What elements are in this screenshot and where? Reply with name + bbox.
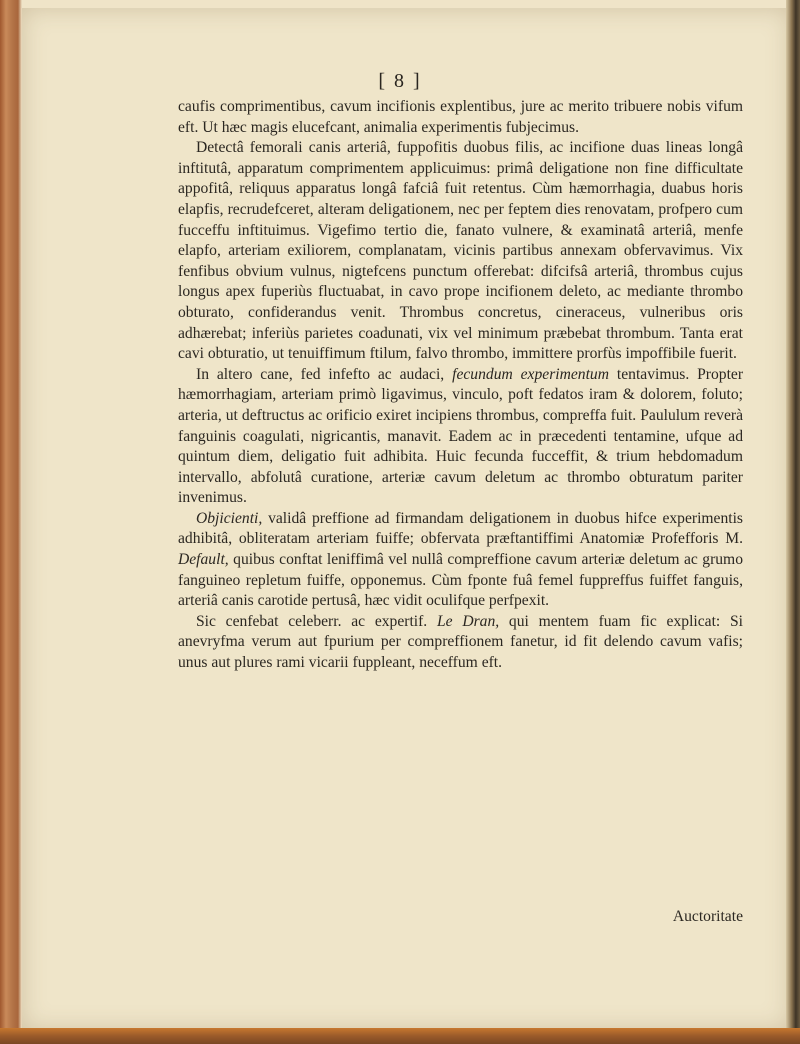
paragraph-4-mid: validâ preffione ad firmandam deligationem in duobus hifce experimentis adhibitâ, obliteratam arteriam fuiffe; obfervata præftantiffimi Anatomiæ Profefforis M.	[178, 509, 743, 548]
italic-objicienti: Objicienti,	[196, 509, 263, 527]
paragraph-3	[178, 365, 743, 509]
paragraph-4	[178, 509, 743, 612]
paragraph-1: caufis comprimentibus, cavum incifionis explentibus, jure ac merito tribuere nobis vifum eft. Ut hæc magis elucefcant, animalia experimentis fubjecimus.	[178, 98, 743, 136]
italic-le-dran: Le Dran,	[436, 612, 500, 630]
paragraph-4-rest: quibus conftat leniffimâ vel nullâ compreffione cavum arteriæ deletum ac grumo fanguineo repletum fuiffe, opponemus. Cùm fponte fuâ femel fuppreffus fuiffet fanguis, arteriâ canis carotide pertusâ, hæc vidit oculifque perfpexit.	[178, 551, 743, 610]
paragraph-3-lead: In altero cane, fed infefto ac audaci,	[196, 365, 445, 383]
paragraph-5	[178, 612, 743, 674]
paragraph-5-lead: Sic cenfebat celeberr. ac expertif.	[196, 612, 428, 630]
paragraph-3-rest: tentavimus. Propter hæmorrhagiam, arteriam primò ligavimus, vinculo, poft fedatos iram & dolorem, foluto; arteria, ut deftructus ac orificio exiret incipiens thrombus, compreffa fuit. Paululum reverà fanguinis coagulati, nigricantis, manavit. Eadem ac in præcedenti tentamine, ufque ad quintum diem, deligatio fuit adhibita. Huic fecunda fucceffit, & trium hebdomadum intervallo, abfolutâ curatione, arteriæ cavum deletum ac thrombo obturatum pariter invenimus.	[178, 365, 744, 507]
italic-desault: Default,	[178, 551, 229, 569]
catchword: Auctoritate	[672, 908, 743, 925]
book-bottom-edge	[0, 1028, 800, 1044]
paragraph-2: Detectâ femorali canis arteriâ, fuppofitis duobus filis, ac incifione duas lineas longâ inftitutâ, apparatum comprimentem applicuimus: primâ deligatione non fine difficultate appofitâ, reliquus apparatus longâ fafciâ fuit retentus. Cùm hæmorrhagia, duabus horis elapfis, recrudefceret, alteram deligationem, nec per feptem dies renovatam, profpero cum fucceffu inftituimus. Vigefimo tertio die, fanato vulnere, & examinatâ arteriâ, menfe elapfo, arteriam exiliorem, complanatam, vicinis partibus annexam obfervavimus. Vix fenfibus obvium vulnus, nigtefcens punctum offerebat: difcifsâ arteriâ, thrombus cujus longus apex fuperiùs fluctuabat, in cavo prope incifionem deleto, ac mediante thrombo obturato, confiderandus venit. Thrombus concretus, cineraceus, vulneribus oris adhærebat; inferiùs parietes coadunati, vix vel minimum præbebat thrombum. Tanta erat cavi obturatio, ut tenuiffimum ftilum, falvo thrombo, immittere prorfùs impoffibile fuerit.	[178, 139, 743, 363]
body-text	[178, 97, 743, 674]
page-number: [ 8 ]	[378, 70, 422, 92]
paragraph-5-rest: qui mentem fuam fic explicat: Si anevryfma verum aut fpurium per compreffionem fanetur, id fit delendo cavum vafis; unus aut plures rami vicarii fuppleant, neceffum eft.	[178, 612, 743, 672]
page-gutter-edge	[786, 0, 800, 1044]
italic-secundum-experimentum: fecundum experimentum	[452, 365, 609, 383]
